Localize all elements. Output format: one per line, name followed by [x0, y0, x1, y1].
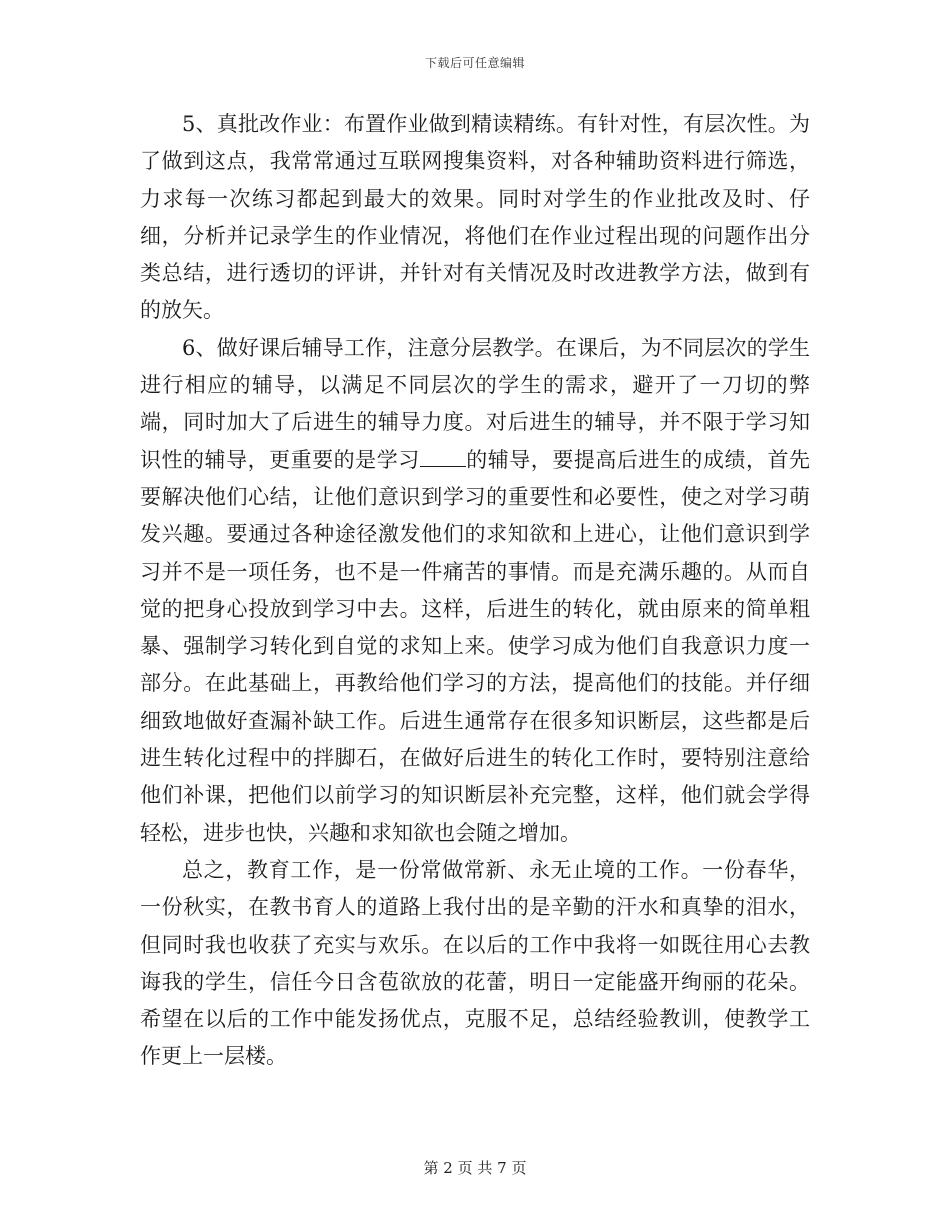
page-header-note: 下载后可任意编辑	[424, 56, 525, 70]
paragraph-after-class-tutoring	[140, 330, 810, 852]
paragraph-text-segment: 的辅导，要提高后进生的成绩，首先要解决他们心结，让他们意识到学习的重要性和必要性，使之对学习萌发兴趣。要通过各种途径激发他们的求知欲和上进心，让他们意识到学习并不是一项任务，也不是一件痛苦的事情。而是充满乐趣的。从而自觉的把身心投放到学习中去。这样，后进生的转化，就由原来的简单粗暴、强制学习转化到自觉的求知上来。使学习成为他们自我意识力度一部分。在此基础上，再教给他们学习的方法，提高他们的技能。并仔细细致地做好查漏补缺工作。后进生通常存在很多知识断层，这些都是后进生转化过程中的拌脚石，在做好后进生的转化工作时，要特别注意给他们补课，把他们以前学习的知识断层补充完整，这样，他们就会学得轻松，进步也快，兴趣和求知欲也会随之增加。	[140, 447, 811, 845]
paragraph-text-segment: 6、做好课后辅导工作，注意分层教学。在课后，为不同层次的学生进行相应的辅导，以满足不同层次的学生的需求，避开了一刀切的弊端，同时加大了后进生的辅导力度。对后进生的辅导，并不限于学习知识性的辅导，更重要的是学习	[140, 335, 810, 472]
document-body	[140, 106, 810, 1076]
paragraph-homework-correction: 5、真批改作业：布置作业做到精读精练。有针对性，有层次性。为了做到这点，我常常通过互联网搜集资料，对各种辅助资料进行筛选，力求每一次练习都起到最大的效果。同时对学生的作业批改及时、仔细，分析并记录学生的作业情况，将他们在作业过程出现的问题作出分类总结，进行透切的评讲，并针对有关情况及时改进教学方法，做到有的放矢。	[140, 112, 810, 323]
page-number-footer: 第 2 页 共 7 页	[423, 1159, 527, 1177]
fill-in-blank-underline	[420, 445, 466, 467]
paragraph-conclusion: 总之，教育工作，是一份常做常新、永无止境的工作。一份春华，一份秋实，在教书育人的道路上我付出的是辛勤的汗水和真挚的泪水，但同时我也收获了充实与欢乐。在以后的工作中我将一如既往用心去教诲我的学生，信任今日含苞欲放的花蕾，明日一定能盛开绚丽的花朵。希望在以后的工作中能发扬优点，克服不足，总结经验教训，使教学工作更上一层楼。	[140, 857, 810, 1069]
